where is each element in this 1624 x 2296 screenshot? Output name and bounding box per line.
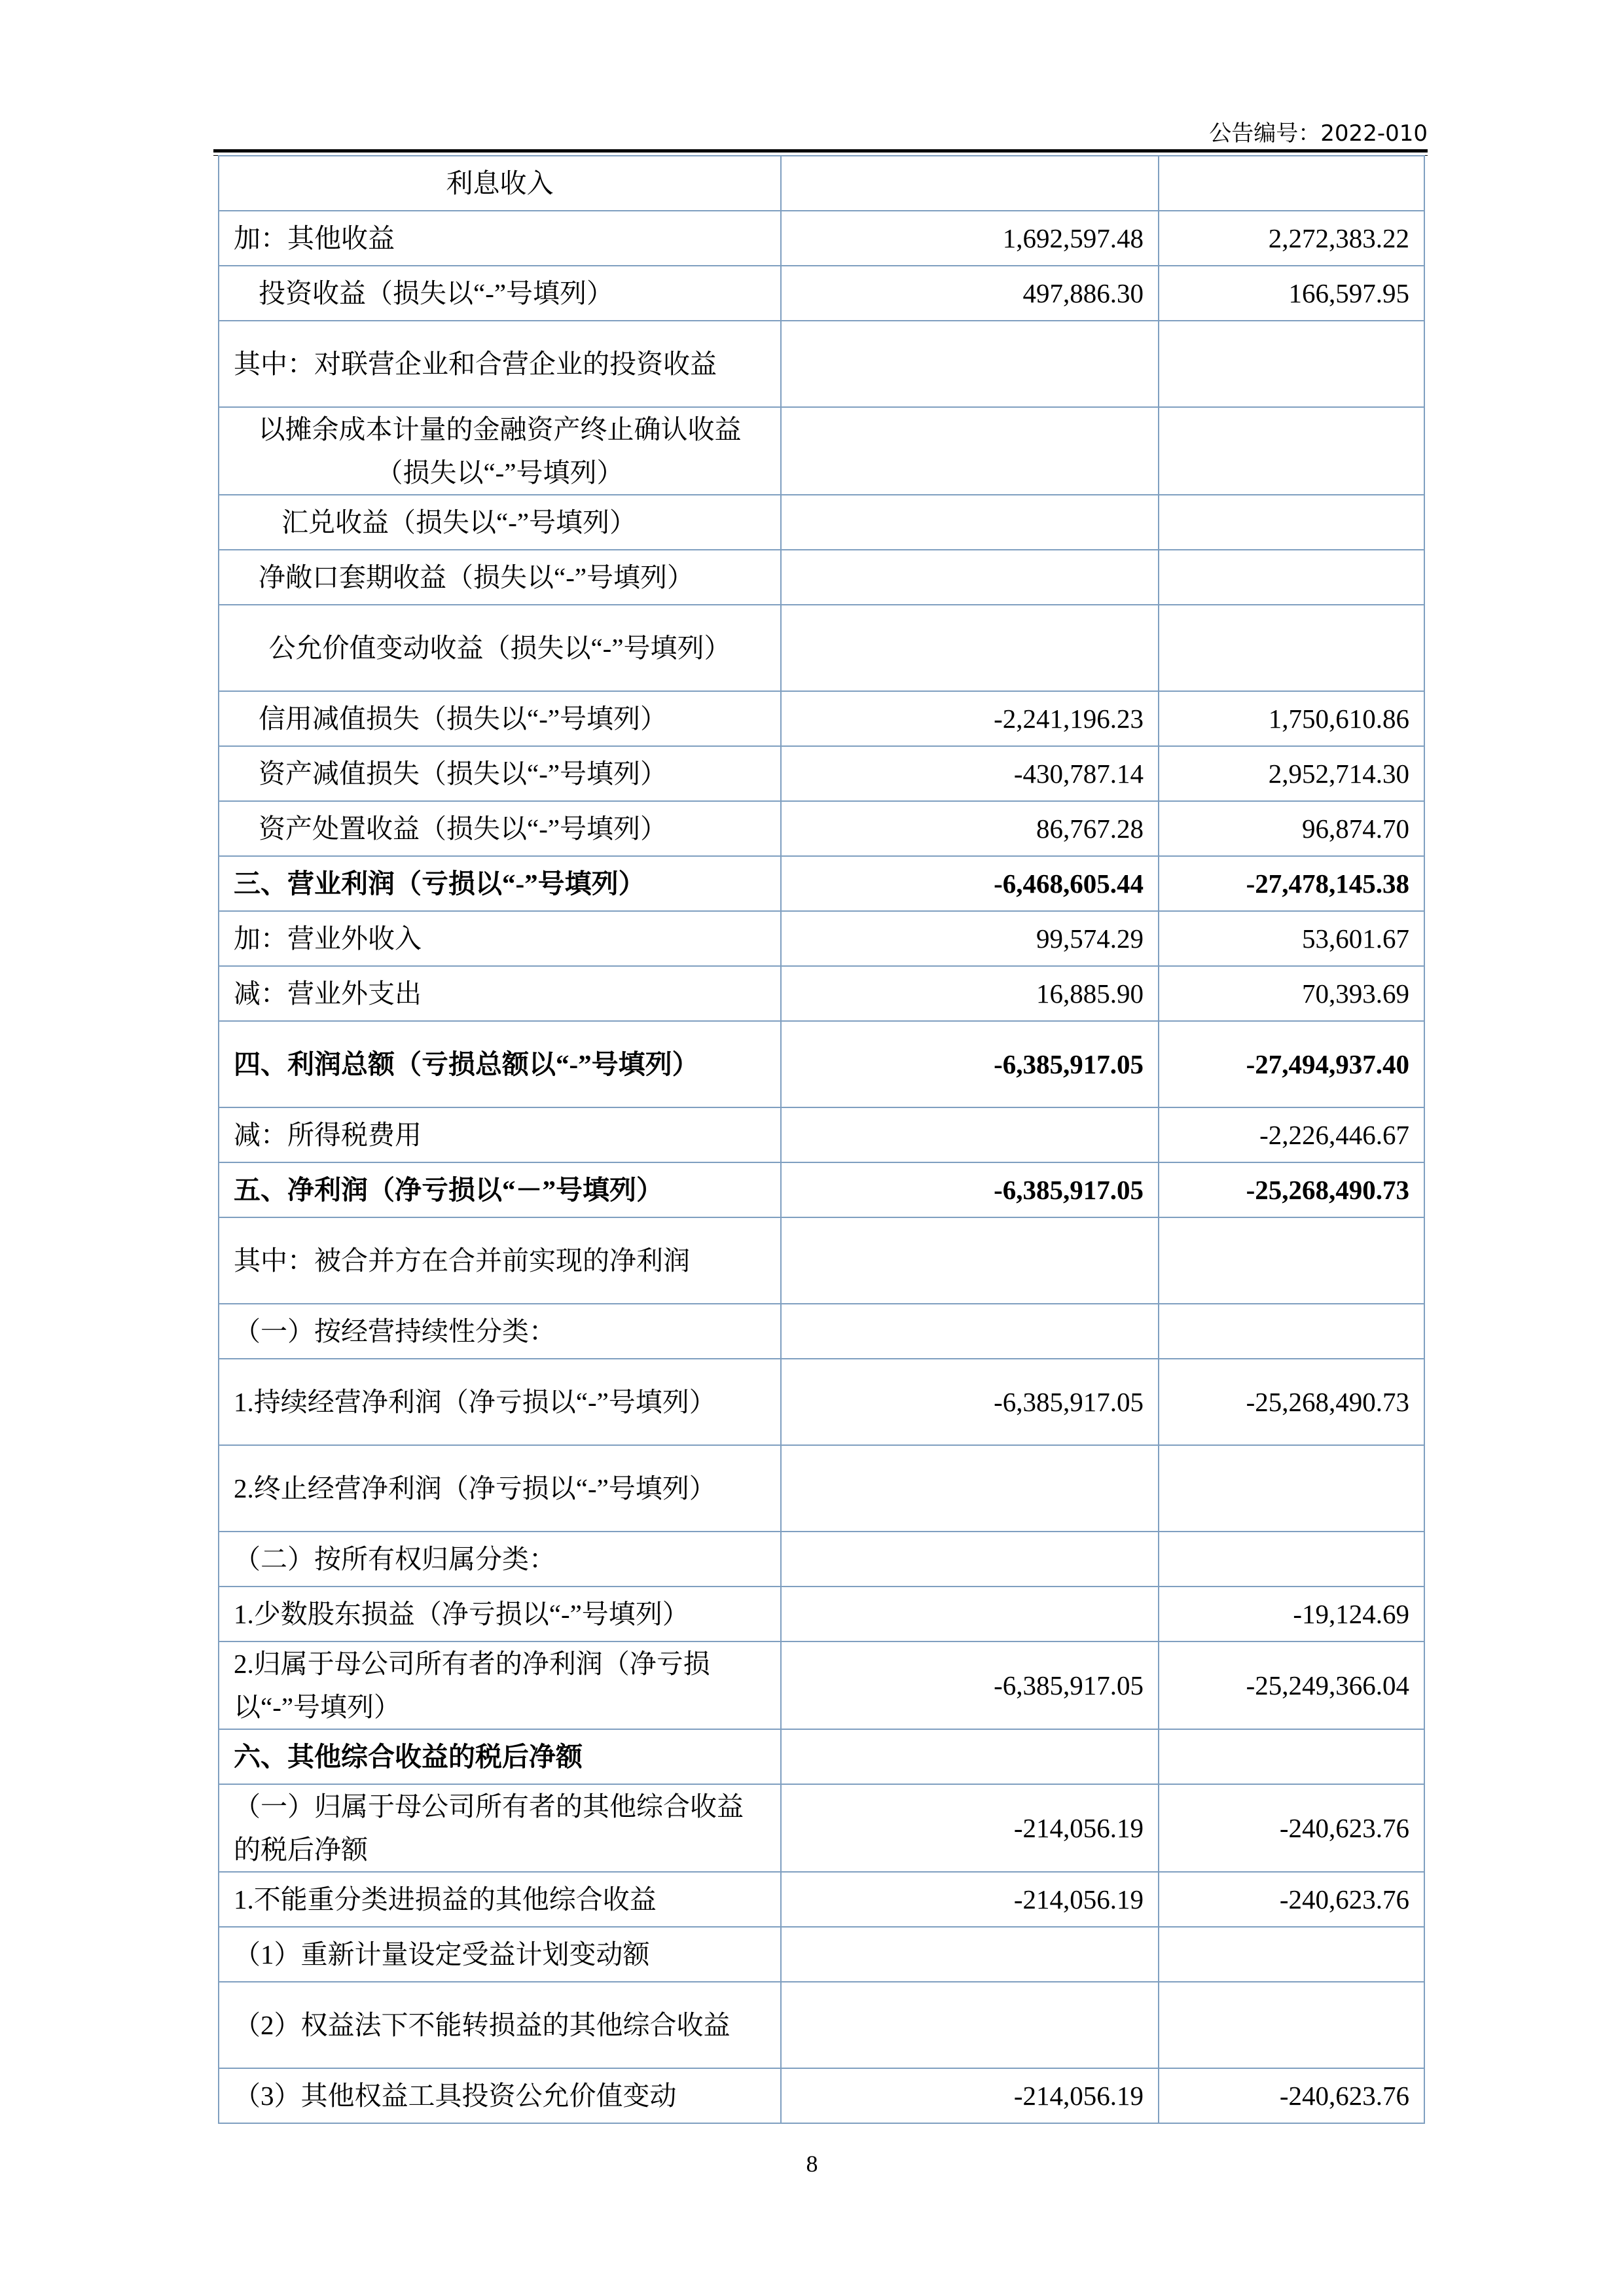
row-previous-value	[1159, 407, 1424, 495]
table-row	[219, 266, 1424, 321]
table-row	[219, 1217, 1424, 1304]
table-row	[219, 495, 1424, 550]
row-previous-value: -240,623.76	[1159, 1784, 1424, 1872]
row-item-label: 加：其他收益	[219, 211, 781, 266]
row-item-label: 资产处置收益（损失以“-”号填列）	[219, 801, 781, 856]
row-item-label: （1）重新计量设定受益计划变动额	[219, 1927, 781, 1982]
row-current-value: 86,767.28	[781, 801, 1159, 856]
row-current-value: -6,385,917.05	[781, 1162, 1159, 1217]
row-previous-value: -25,249,366.04	[1159, 1641, 1424, 1729]
table-row	[219, 605, 1424, 691]
table-row	[219, 1359, 1424, 1445]
row-current-value	[781, 605, 1159, 691]
row-item-label: 三、营业利润（亏损以“-”号填列）	[219, 856, 781, 911]
row-item-label: 净敞口套期收益（损失以“-”号填列）	[219, 550, 781, 605]
row-item-label: （2）权益法下不能转损益的其他综合收益	[219, 1982, 781, 2068]
row-current-value	[781, 1532, 1159, 1587]
table-row	[219, 211, 1424, 266]
row-item-label: 五、净利润（净亏损以“－”号填列）	[219, 1162, 781, 1217]
table-row	[219, 1107, 1424, 1162]
table-row	[219, 1872, 1424, 1927]
row-current-value	[781, 1982, 1159, 2068]
row-current-value: 497,886.30	[781, 266, 1159, 321]
row-item-label: （一）按经营持续性分类：	[219, 1304, 781, 1359]
row-previous-value: 2,952,714.30	[1159, 746, 1424, 801]
row-item-label: 减：营业外支出	[219, 966, 781, 1021]
row-item-label: 信用减值损失（损失以“-”号填列）	[219, 691, 781, 746]
table-row	[219, 1784, 1424, 1872]
row-current-value: -6,385,917.05	[781, 1641, 1159, 1729]
row-previous-value	[1159, 1445, 1424, 1532]
table-row	[219, 856, 1424, 911]
table-row	[219, 1021, 1424, 1107]
row-previous-value: 96,874.70	[1159, 801, 1424, 856]
table-row	[219, 1445, 1424, 1532]
row-current-value	[781, 156, 1159, 211]
row-previous-value: -240,623.76	[1159, 1872, 1424, 1927]
row-previous-value	[1159, 1304, 1424, 1359]
row-item-label: 1.不能重分类进损益的其他综合收益	[219, 1872, 781, 1927]
row-previous-value	[1159, 495, 1424, 550]
row-previous-value: 53,601.67	[1159, 911, 1424, 966]
row-previous-value: -25,268,490.73	[1159, 1359, 1424, 1445]
row-previous-value: -25,268,490.73	[1159, 1162, 1424, 1217]
table-row	[219, 321, 1424, 407]
row-previous-value	[1159, 1217, 1424, 1304]
table-row	[219, 1927, 1424, 1982]
row-item-label: 其中：被合并方在合并前实现的净利润	[219, 1217, 781, 1304]
table-row	[219, 1162, 1424, 1217]
table-row	[219, 691, 1424, 746]
row-previous-value: -27,478,145.38	[1159, 856, 1424, 911]
row-current-value	[781, 1927, 1159, 1982]
row-current-value: 16,885.90	[781, 966, 1159, 1021]
row-item-label: 四、利润总额（亏损总额以“-”号填列）	[219, 1021, 781, 1107]
table-row	[219, 156, 1424, 211]
row-item-label: 2.归属于母公司所有者的净利润（净亏损以“-”号填列）	[219, 1641, 781, 1729]
row-current-value: -6,385,917.05	[781, 1021, 1159, 1107]
row-previous-value: 2,272,383.22	[1159, 211, 1424, 266]
row-previous-value	[1159, 605, 1424, 691]
table-row	[219, 1729, 1424, 1784]
row-item-label: （二）按所有权归属分类：	[219, 1532, 781, 1587]
table-row	[219, 407, 1424, 495]
table-row	[219, 1982, 1424, 2068]
row-previous-value: -2,226,446.67	[1159, 1107, 1424, 1162]
row-previous-value	[1159, 321, 1424, 407]
row-item-label: 以摊余成本计量的金融资产终止确认收益（损失以“-”号填列）	[219, 407, 781, 495]
table-row	[219, 911, 1424, 966]
row-current-value: -214,056.19	[781, 1784, 1159, 1872]
row-item-label: 加：营业外收入	[219, 911, 781, 966]
row-item-label: 六、其他综合收益的税后净额	[219, 1729, 781, 1784]
table-row	[219, 550, 1424, 605]
table-row	[219, 966, 1424, 1021]
row-item-label: （一）归属于母公司所有者的其他综合收益的税后净额	[219, 1784, 781, 1872]
table-row	[219, 2068, 1424, 2123]
row-previous-value: 70,393.69	[1159, 966, 1424, 1021]
row-current-value: 99,574.29	[781, 911, 1159, 966]
row-current-value	[781, 495, 1159, 550]
row-current-value	[781, 1217, 1159, 1304]
row-current-value: -214,056.19	[781, 1872, 1159, 1927]
row-item-label: 公允价值变动收益（损失以“-”号填列）	[219, 605, 781, 691]
row-previous-value	[1159, 156, 1424, 211]
row-current-value	[781, 1587, 1159, 1641]
row-previous-value: -27,494,937.40	[1159, 1021, 1424, 1107]
row-previous-value	[1159, 1729, 1424, 1784]
row-current-value	[781, 1107, 1159, 1162]
row-current-value	[781, 1445, 1159, 1532]
row-current-value: 1,692,597.48	[781, 211, 1159, 266]
page-number: 8	[806, 2151, 818, 2177]
row-current-value: -6,468,605.44	[781, 856, 1159, 911]
row-previous-value: 1,750,610.86	[1159, 691, 1424, 746]
row-current-value: -430,787.14	[781, 746, 1159, 801]
row-current-value: -214,056.19	[781, 2068, 1159, 2123]
row-item-label: 投资收益（损失以“-”号填列）	[219, 266, 781, 321]
row-previous-value	[1159, 550, 1424, 605]
row-current-value	[781, 321, 1159, 407]
row-previous-value	[1159, 1982, 1424, 2068]
row-current-value	[781, 407, 1159, 495]
row-current-value	[781, 1729, 1159, 1784]
row-previous-value	[1159, 1532, 1424, 1587]
row-item-label: 利息收入	[219, 156, 781, 211]
table-row	[219, 746, 1424, 801]
row-item-label: （3）其他权益工具投资公允价值变动	[219, 2068, 781, 2123]
row-item-label: 2.终止经营净利润（净亏损以“-”号填列）	[219, 1445, 781, 1532]
row-item-label: 资产减值损失（损失以“-”号填列）	[219, 746, 781, 801]
table-row	[219, 1304, 1424, 1359]
row-item-label: 其中：对联营企业和合营企业的投资收益	[219, 321, 781, 407]
row-item-label: 减：所得税费用	[219, 1107, 781, 1162]
income-statement-table	[218, 155, 1425, 2124]
doc-number-label: 公告编号：2022-010	[1209, 120, 1428, 147]
table-row	[219, 801, 1424, 856]
row-previous-value	[1159, 1927, 1424, 1982]
row-current-value	[781, 550, 1159, 605]
row-item-label: 1.持续经营净利润（净亏损以“-”号填列）	[219, 1359, 781, 1445]
table-row	[219, 1587, 1424, 1641]
header-rule	[213, 149, 1428, 152]
table-row	[219, 1532, 1424, 1587]
row-current-value: -2,241,196.23	[781, 691, 1159, 746]
row-previous-value: -19,124.69	[1159, 1587, 1424, 1641]
row-previous-value: 166,597.95	[1159, 266, 1424, 321]
row-current-value: -6,385,917.05	[781, 1359, 1159, 1445]
row-item-label: 1.少数股东损益（净亏损以“-”号填列）	[219, 1587, 781, 1641]
row-item-label: 汇兑收益（损失以“-”号填列）	[219, 495, 781, 550]
row-previous-value: -240,623.76	[1159, 2068, 1424, 2123]
row-current-value	[781, 1304, 1159, 1359]
table-body	[219, 156, 1424, 2123]
table-row	[219, 1641, 1424, 1729]
